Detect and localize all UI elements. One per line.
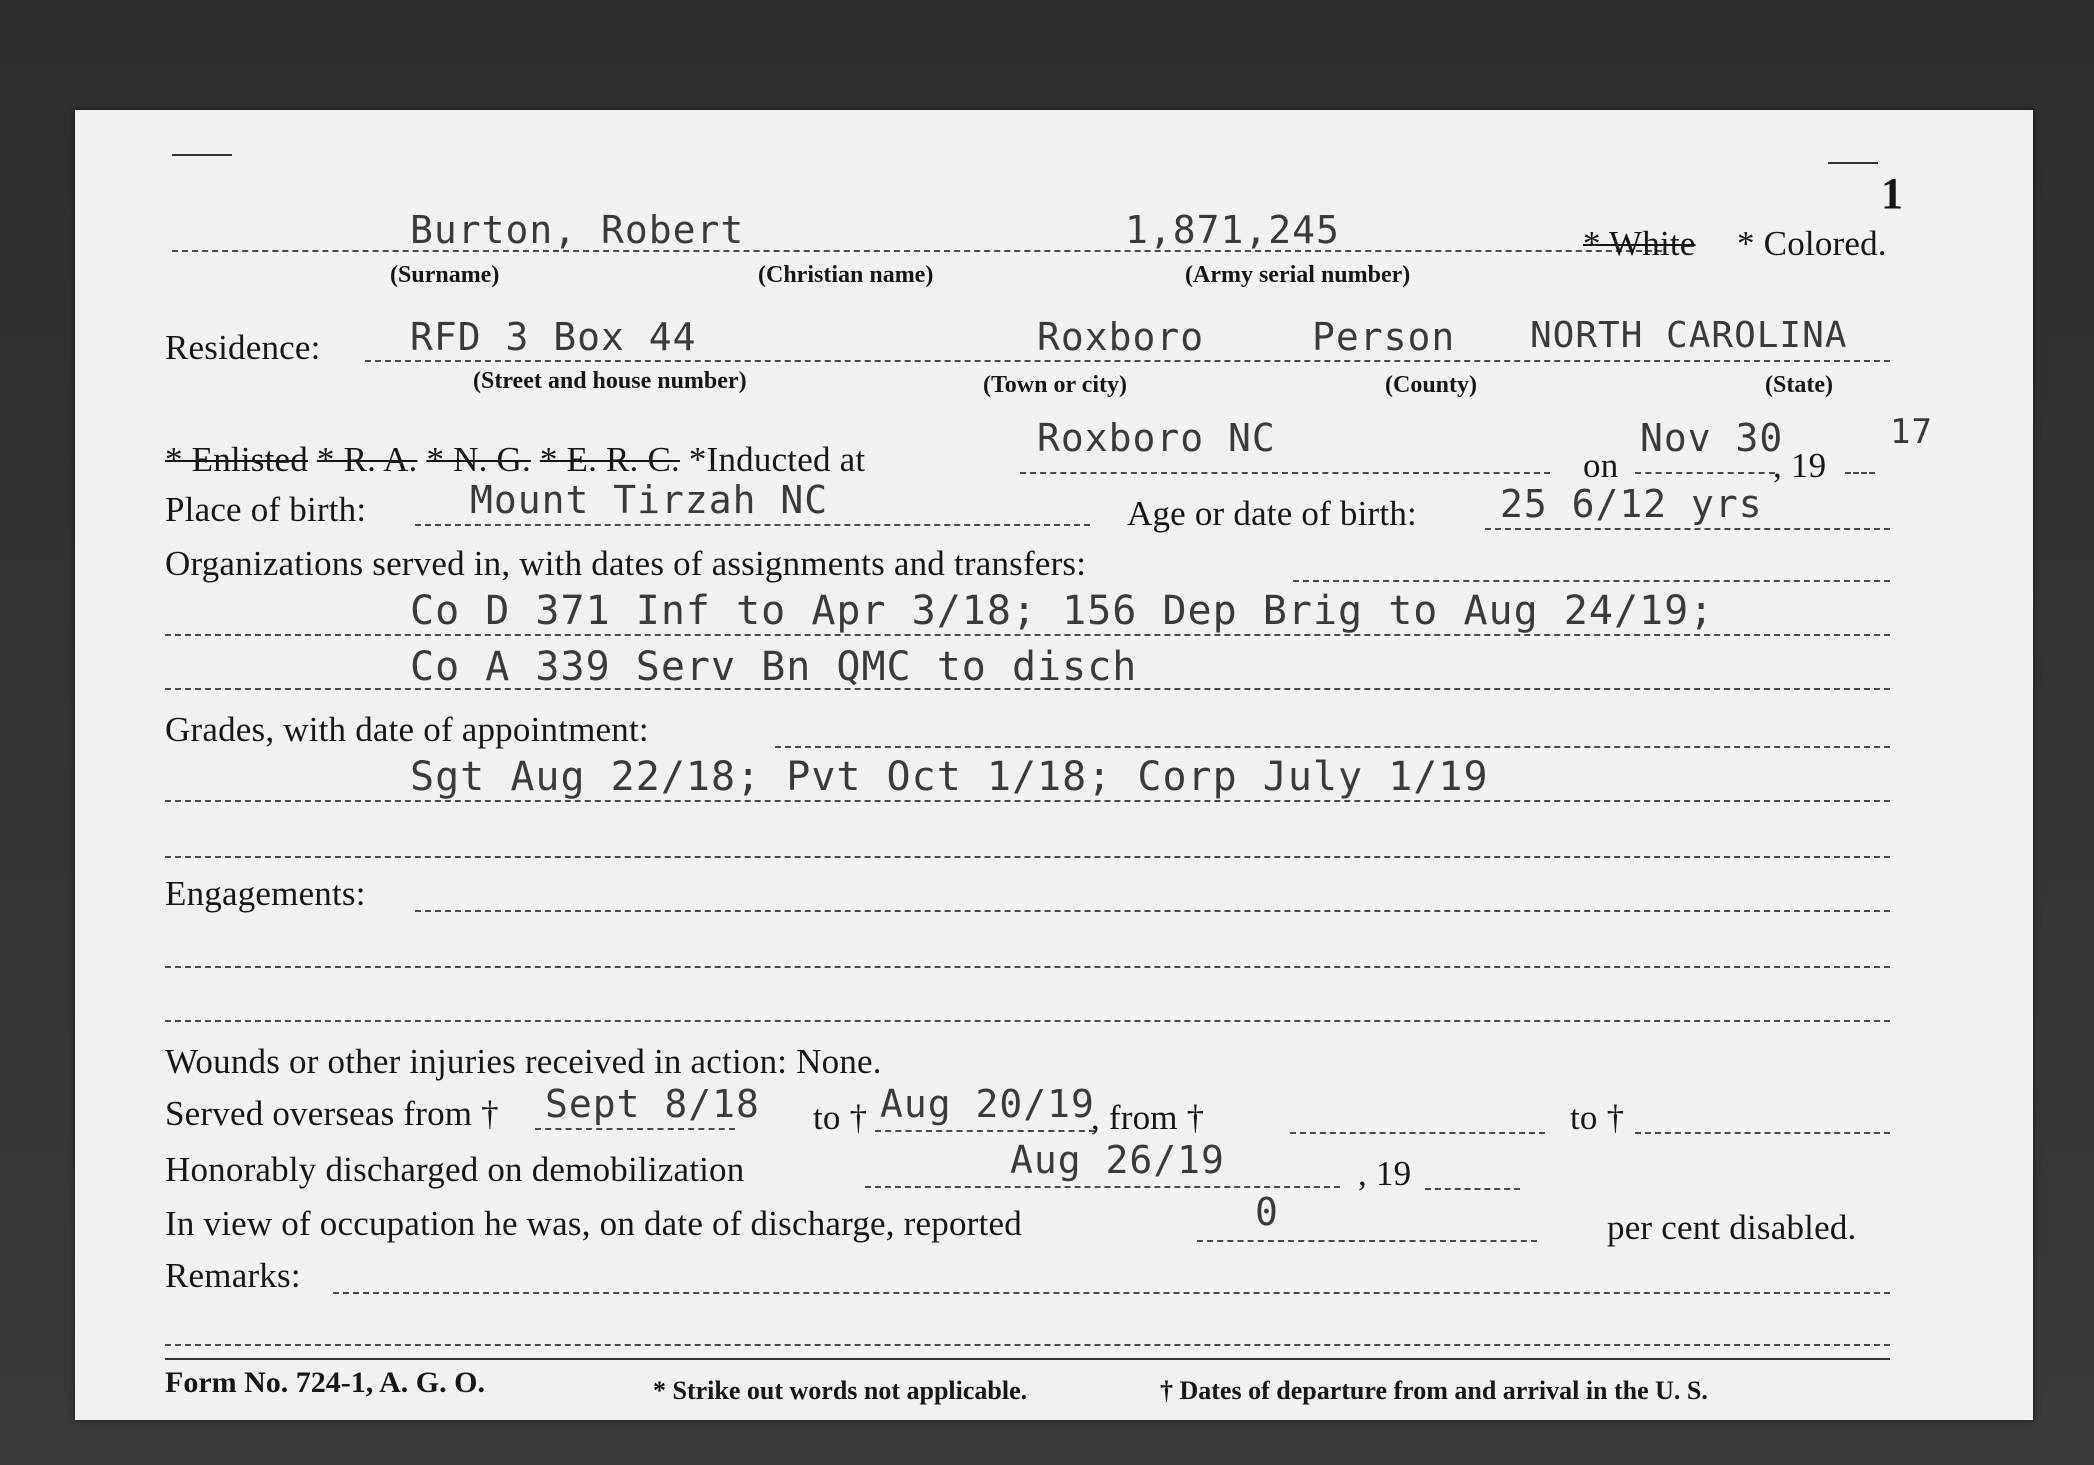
- caption-christian: (Christian name): [758, 262, 934, 288]
- top-left-rule: [172, 154, 232, 156]
- disability-line: [1197, 1240, 1537, 1242]
- engagements-line-1: [165, 966, 1890, 968]
- inducted-label: *Inducted at: [688, 440, 866, 479]
- discharge-line: [865, 1186, 1340, 1188]
- caption-surname: (Surname): [390, 262, 500, 288]
- caption-county: (County): [1385, 372, 1478, 398]
- footer-note-strike: * Strike out words not applicable.: [653, 1376, 1028, 1405]
- grades-line-1: [165, 800, 1890, 802]
- enlisted-label: * Enlisted: [165, 440, 308, 479]
- residence-label: Residence:: [165, 328, 321, 367]
- organizations-line-1: [165, 634, 1890, 636]
- caption-town: (Town or city): [983, 372, 1127, 398]
- footer-note-dates: † Dates of departure from and arrival in the U. S.: [1160, 1376, 1708, 1405]
- engagements-line-2: [165, 1020, 1890, 1022]
- overseas-to-line: [875, 1130, 1095, 1132]
- erc-label: * E. R. C.: [539, 440, 680, 479]
- inducted-line: [1020, 472, 1550, 474]
- card-number: 1: [1881, 169, 1904, 218]
- colored-label: * Colored.: [1737, 224, 1887, 263]
- inducted-place: Roxboro NC: [1037, 416, 1276, 460]
- service-record-card: [75, 110, 2033, 1420]
- remarks-line-1: [165, 1344, 1890, 1346]
- discharge-date: Aug 26/19: [1010, 1138, 1225, 1182]
- engagements-label: Engagements:: [165, 874, 366, 913]
- discharge-year-line: [1425, 1188, 1520, 1190]
- white-label-text: * White: [1583, 224, 1696, 263]
- overseas-from-line: [535, 1128, 735, 1130]
- residence-line: [365, 360, 1890, 362]
- disability-label: In view of occupation he was, on date of discharge, reported: [165, 1204, 1022, 1243]
- discharge-year-label: , 19: [1358, 1154, 1412, 1193]
- organizations-line-0: [1293, 580, 1890, 582]
- age-value: 25 6/12 yrs: [1500, 482, 1763, 526]
- white-label: [1583, 224, 1696, 264]
- overseas-to2-line: [1635, 1132, 1890, 1134]
- year-line: [1845, 472, 1875, 474]
- overseas-from2-label: , from †: [1091, 1098, 1205, 1137]
- ng-label: * N. G.: [426, 440, 531, 479]
- overseas-to2-label: to †: [1570, 1098, 1625, 1137]
- disability-suffix: per cent disabled.: [1607, 1208, 1857, 1247]
- age-line: [1485, 528, 1890, 530]
- wounds-label: Wounds or other injuries received in action: None.: [165, 1042, 882, 1081]
- remarks-line-0: [333, 1292, 1890, 1294]
- remarks-label: Remarks:: [165, 1256, 301, 1295]
- name-line: [172, 250, 1662, 252]
- inducted-year: 17: [1890, 412, 1933, 452]
- birth-place-label: Place of birth:: [165, 490, 367, 529]
- overseas-to-value: Aug 20/19: [880, 1082, 1095, 1126]
- residence-state: NORTH CAROLINA: [1530, 315, 1848, 356]
- organizations-value-1: Co D 371 Inf to Apr 3/18; 156 Dep Brig to Aug 24/19;: [410, 588, 1715, 634]
- residence-county: Person: [1312, 315, 1456, 359]
- grades-line-0: [775, 746, 1890, 748]
- top-right-rule: [1828, 162, 1878, 164]
- disability-value: 0: [1255, 1190, 1279, 1234]
- on-label: on: [1583, 446, 1619, 485]
- serial-number-value: 1,871,245: [1125, 208, 1340, 252]
- birth-place-line: [415, 524, 1090, 526]
- overseas-to-label: to †: [813, 1098, 868, 1137]
- residence-town: Roxboro: [1037, 315, 1205, 359]
- overseas-label: Served overseas from †: [165, 1094, 499, 1133]
- date-line: [1635, 472, 1775, 474]
- footer-form-number: Form No. 724-1, A. G. O.: [165, 1366, 485, 1399]
- organizations-value-2: Co A 339 Serv Bn QMC to disch: [410, 644, 1138, 690]
- age-label: Age or date of birth:: [1127, 494, 1417, 533]
- grades-value-1: Sgt Aug 22/18; Pvt Oct 1/18; Corp July 1/19: [410, 754, 1489, 800]
- caption-street: (Street and house number): [473, 368, 747, 394]
- caption-serial: (Army serial number): [1185, 262, 1411, 288]
- enlistment-labels: [165, 440, 865, 480]
- inducted-date: Nov 30: [1640, 416, 1784, 460]
- grades-line-2: [165, 856, 1890, 858]
- overseas-from-value: Sept 8/18: [545, 1082, 760, 1126]
- year-prefix: , 19: [1773, 446, 1827, 485]
- residence-street: RFD 3 Box 44: [410, 315, 697, 359]
- birth-place-value: Mount Tirzah NC: [470, 478, 829, 522]
- footer-rule: [165, 1358, 1890, 1360]
- discharge-label: Honorably discharged on demobilization: [165, 1150, 745, 1189]
- grades-label: Grades, with date of appointment:: [165, 710, 649, 749]
- caption-state: (State): [1765, 372, 1833, 398]
- overseas-from2-line: [1290, 1132, 1545, 1134]
- ra-label: * R. A.: [316, 440, 418, 479]
- engagements-line-0: [415, 910, 1890, 912]
- organizations-label: Organizations served in, with dates of assignments and transfers:: [165, 544, 1087, 583]
- surname-name-value: Burton, Robert: [410, 208, 745, 252]
